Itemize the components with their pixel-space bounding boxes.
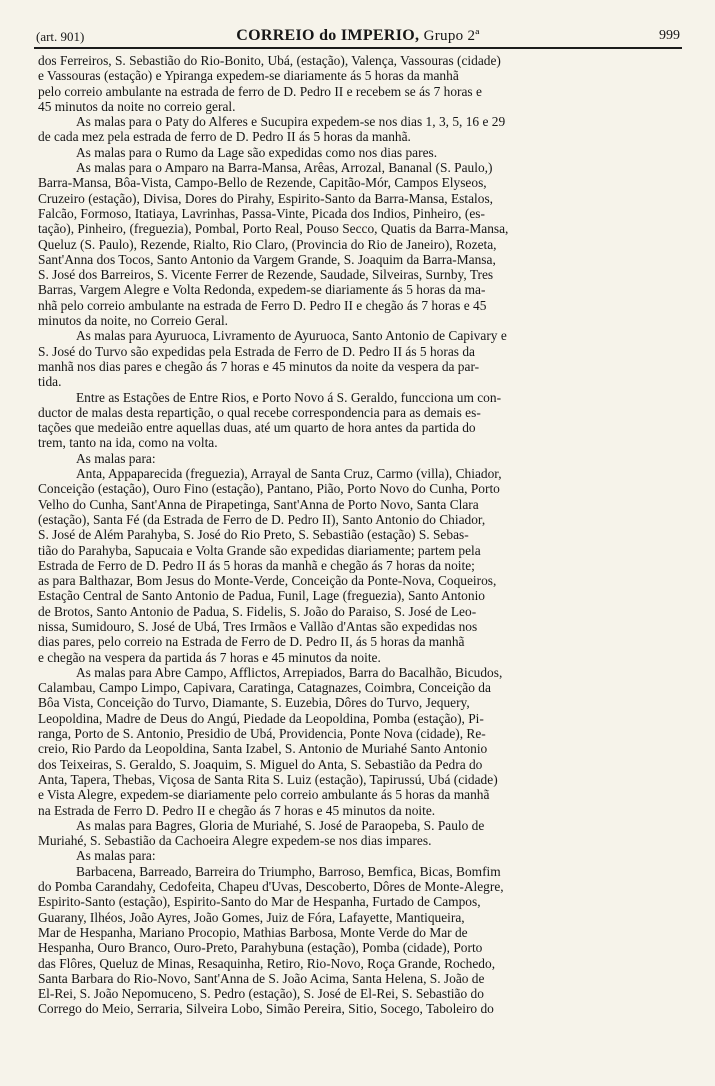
text-line: Anta, Tapera, Thebas, Viçosa de Santa Rita S. Luiz (estação), Tapirussú, Ubá (cidade)	[38, 771, 498, 787]
text-line: minutos da noite, no Correio Geral.	[38, 313, 229, 329]
text-line: ductor de malas desta repartição, o qual recebe correspondencia para as demais es-	[38, 404, 481, 420]
text-line: Conceição (estação), Ouro Fino (estação), Pantano, Pião, Porto Novo do Cunha, Porto	[38, 481, 500, 497]
text-line: Calambau, Campo Limpo, Capivara, Caratinga, Catagnazes, Coimbra, Conceição da	[38, 680, 491, 696]
text-line: das Flôres, Queluz de Minas, Resaquinha, Retiro, Rio-Novo, Roça Grande, Rochedo,	[38, 955, 496, 971]
text-line: dos Teixeiras, S. Geraldo, S. Joaquim, S. Miguel do Anta, S. Sebastião da Pedra do	[38, 756, 483, 772]
text-line: e Vista Alegre, expedem-se diariamente pelo correio ambulante ás 5 horas da manhã	[38, 787, 490, 803]
text-line: Entre as Estações de Entre Rios, e Porto Novo á S. Geraldo, funcciona um con-	[76, 389, 502, 405]
text-line: manhã nos dias pares e chegão ás 7 horas e 45 minutos da noite da vespera da par-	[38, 358, 480, 374]
text-line: Bôa Vista, Conceição do Turvo, Diamante, S. Euzebia, Dôres do Turvo, Jequery,	[38, 695, 470, 711]
text-line: Anta, Appaparecida (freguezia), Arrayal de Santa Cruz, Carmo (villa), Chiador,	[76, 466, 502, 482]
text-line: Sant'Anna dos Tocos, Santo Antonio da Vargem Grande, S. Joaquim da Barra-Mansa,	[38, 251, 496, 267]
text-line: As malas para Abre Campo, Afflictos, Arrepiados, Barra do Bacalhão, Bicudos,	[76, 664, 503, 680]
text-line: (estação), Santa Fé (da Estrada de Ferro de D. Pedro II), Santo Antonio do Chiador,	[38, 511, 486, 527]
text-line: As malas para o Paty do Alferes e Sucupira expedem-se nos dias 1, 3, 5, 16 e 29	[76, 114, 506, 130]
text-line: e Vassouras (estação) e Ypiranga expedem-se diariamente ás 5 horas da manhã	[38, 68, 459, 84]
text-line: Espirito-Santo (estação), Espirito-Santo do Mar de Hespanha, Furtado de Campos,	[38, 894, 481, 910]
text-line: 45 minutos da noite no correio geral.	[38, 98, 236, 114]
text-line: ranga, Porto de S. Antonio, Presidio de Ubá, Providencia, Ponte Nova (cidade), Re-	[38, 726, 486, 742]
text-line: Hespanha, Ouro Branco, Ouro-Preto, Parahybuna (estação), Pomba (cidade), Porto	[38, 940, 483, 956]
text-line: na Estrada de Ferro D. Pedro II e chegão ás 7 horas e 45 minutos da noite.	[38, 802, 436, 818]
text-line: Leopoldina, Madre de Deus do Angú, Piedade da Leopoldina, Pomba (estação), Pi-	[38, 710, 484, 726]
text-line: Velho do Cunha, Sant'Anna de Pirapetinga, Sant'Anna de Porto Novo, Santa Clara	[38, 496, 479, 512]
text-line: Estrada de Ferro de D. Pedro II ás 5 horas da manhã e chegão ás 7 horas da noite;	[38, 557, 475, 573]
article-body	[38, 53, 684, 1017]
text-line: dias pares, pelo correio na Estrada de Ferro de D. Pedro II, ás 5 horas da manhã	[38, 634, 465, 650]
text-line: As malas para o Amparo na Barra-Mansa, Arêas, Arrozal, Bananal (S. Paulo,)	[76, 160, 493, 176]
text-line: creio, Rio Pardo da Leopoldina, Santa Izabel, S. Antonio de Muriahé Santo Antonio	[38, 741, 488, 757]
page-header	[34, 27, 682, 49]
text-line: nhã pelo correio ambulante na estrada de Ferro D. Pedro II e chegão ás 7 horas e 45	[38, 297, 487, 313]
text-line: trem, tanto na ida, como na volta.	[38, 435, 218, 451]
text-line: S. José dos Barreiros, S. Vicente Ferrer de Rezende, Saudade, Silveiras, Surnby, Tres	[38, 267, 494, 283]
text-line: Mar de Hespanha, Mariano Procopio, Mathias Barbosa, Monte Verde do Mar de	[38, 924, 468, 940]
text-line: S. José de Além Parahyba, S. José do Rio Preto, S. Sebastião (estação) S. Sebas-	[38, 527, 469, 543]
text-line: as para Balthazar, Bom Jesus do Monte-Verde, Conceição da Ponte-Nova, Coqueiros,	[38, 573, 497, 589]
text-line: Falcão, Formoso, Itatiaya, Lavrinhas, Passa-Vinte, Picada dos Indios, Pinheiro, (es-	[38, 205, 485, 221]
text-line: El-Rei, S. João Nepomuceno, S. Pedro (estação), S. José de El-Rei, S. Sebastião do	[38, 986, 484, 1002]
text-line: tida.	[38, 374, 62, 390]
text-line: pelo correio ambulante na estrada de ferro de D. Pedro II e recebem se ás 7 horas e	[38, 83, 482, 99]
text-line: de Brotos, Santo Antonio de Padua, S. Fidelis, S. João do Paraiso, S. José de Leo-	[38, 603, 477, 619]
text-line: tião do Parahyba, Sapucaia e Volta Grande são expedidas diariamente; partem pela	[38, 542, 481, 558]
text-line: As malas para:	[76, 848, 156, 864]
text-line: S. José do Turvo são expedidas pela Estrada de Ferro de D. Pedro II ás 5 horas da	[38, 343, 475, 359]
text-line: nissa, Sumidouro, S. José de Ubá, Tres Irmãos e Vallão d'Antas são expedidas nos	[38, 618, 478, 634]
publication-title: CORREIO do IMPERIO,	[236, 27, 420, 44]
text-line: tações que medeião entre aquellas duas, até um quarto de hora antes da partida do	[38, 420, 476, 436]
group-label: Grupo 2ª	[423, 28, 480, 44]
text-line: tação), Pinheiro, (freguezia), Pombal, Porto Real, Pouso Secco, Quatis da Barra-Mansa,	[38, 221, 509, 237]
text-line: Queluz (S. Paulo), Rezende, Rialto, Rio Claro, (Provincia do Rio de Janeiro), Rozeta,	[38, 236, 497, 252]
text-line: e chegão na vespera da partida ás 7 horas e 45 minutos da noite.	[38, 649, 381, 665]
section-reference: (art. 901)	[36, 29, 85, 44]
text-line: As malas para o Rumo da Lage são expedidas como nos dias pares.	[76, 144, 438, 160]
text-line: dos Ferreiros, S. Sebastião do Rio-Bonito, Ubá, (estação), Valença, Vassouras (cidade)	[38, 53, 501, 68]
text-line: Guarany, Ilhéos, João Ayres, João Gomes, Juiz de Fóra, Lafayette, Mantiqueira,	[38, 909, 465, 925]
text-line: Barras, Vargem Alegre e Volta Redonda, expedem-se diariamente ás 5 horas da ma-	[38, 282, 486, 298]
page-title	[34, 27, 682, 45]
text-line: Muriahé, S. Sebastião da Cachoeira Alegre expedem-se nos dias impares.	[38, 833, 432, 849]
text-line: Santa Barbara do Rio-Novo, Sant'Anna de S. João Acima, Santa Helena, S. João de	[38, 970, 485, 986]
text-line: Cruzeiro (estação), Divisa, Dores do Pirahy, Espirito-Santo da Barra-Mansa, Estalos,	[38, 190, 494, 206]
text-line: Barbacena, Barreado, Barreira do Triumpho, Barroso, Bemfica, Bicas, Bomfim	[76, 863, 501, 879]
text-line: Corrego do Meio, Serraria, Silveira Lobo, Simão Pereira, Sitio, Socego, Taboleiro do	[38, 1001, 494, 1017]
page-number: 999	[659, 28, 680, 43]
text-line: do Pomba Carandahy, Cedofeita, Chapeu d'Uvas, Descoberto, Dôres de Monte-Alegre,	[38, 879, 504, 895]
text-line: Estação Central de Santo Antonio de Padua, Funil, Lage (freguezia), Santo Antonio	[38, 588, 485, 604]
text-line: As malas para Ayuruoca, Livramento de Ayuruoca, Santo Antonio de Capivary e	[76, 328, 507, 344]
text-line: de cada mez pela estrada de ferro de D. Pedro II ás 5 horas da manhã.	[38, 129, 411, 145]
text-line: Barra-Mansa, Bôa-Vista, Campo-Bello de Rezende, Capitão-Mór, Campos Elyseos,	[38, 175, 487, 191]
text-line: As malas para:	[76, 450, 156, 466]
text-line: As malas para Bagres, Gloria de Muriahé, S. José de Paraopeba, S. Paulo de	[76, 817, 485, 833]
